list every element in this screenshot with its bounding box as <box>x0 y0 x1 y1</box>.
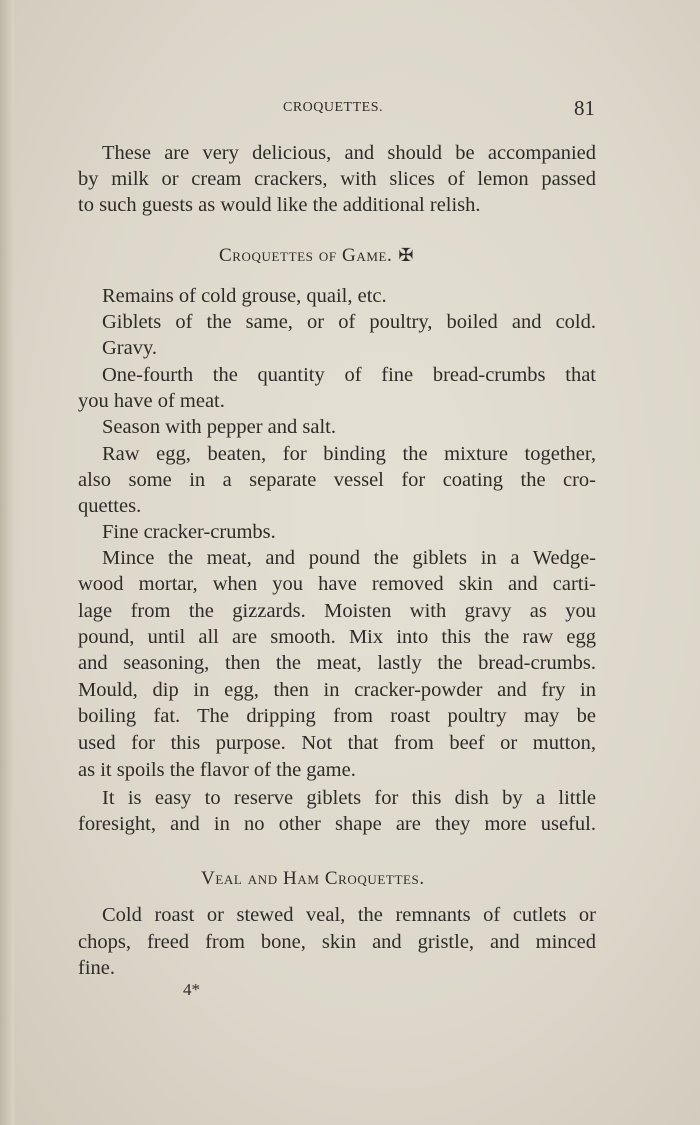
text-line: Raw egg, beaten, for binding the mixture together, <box>102 443 596 465</box>
text-line: to such guests as would like the additional relish. <box>78 194 481 216</box>
text-line: Season with pepper and salt. <box>102 416 336 438</box>
text-line: and seasoning, then the meat, lastly the bread-crumbs. <box>78 652 596 674</box>
page-number: 81 <box>574 96 595 120</box>
text-line: pound, until all are smooth. Mix into this the raw egg <box>78 626 596 648</box>
text-line: Gravy. <box>102 337 158 359</box>
text-line: Remains of cold grouse, quail, etc. <box>102 285 387 307</box>
text-line: you have of meat. <box>78 390 225 412</box>
text-line: foresight, and in no other shape are they more useful. <box>78 813 596 835</box>
text-line: by milk or cream crackers, with slices of lemon passed <box>78 168 596 190</box>
text-line: These are very delicious, and should be accompanied <box>102 142 596 164</box>
text-line: lage from the gizzards. Moisten with gravy as you <box>78 600 596 622</box>
text-line: It is easy to reserve giblets for this dish by a little <box>102 787 596 809</box>
text-line: as it spoils the flavor of the game. <box>78 759 356 781</box>
section-title-game <box>219 245 414 267</box>
text-line: also some in a separate vessel for coating the cro- <box>78 469 596 491</box>
text-line: Giblets of the same, or of poultry, boiled and cold. <box>102 311 596 333</box>
section-title-veal: Veal and Ham Croquettes. <box>201 868 425 889</box>
text-line: One-fourth the quantity of fine bread-crumbs that <box>102 364 596 386</box>
page-edge-shadow <box>0 0 14 1125</box>
text-line: used for this purpose. Not that from beef or mutton, <box>78 732 596 754</box>
text-line: Mould, dip in egg, then in cracker-powder and fry in <box>78 679 596 701</box>
text-line: boiling fat. The dripping from roast poultry may be <box>78 705 596 727</box>
running-head: CROQUETTES. <box>283 100 383 115</box>
text-line: Mince the meat, and pound the giblets in a Wedge- <box>102 547 596 569</box>
text-line: quettes. <box>78 495 142 517</box>
signature-mark: 4* <box>183 980 200 999</box>
text-line: Fine cracker-crumbs. <box>102 521 276 543</box>
text-line: fine. <box>78 957 115 979</box>
cross-ornament-icon: ✠ <box>398 245 415 265</box>
text-line: Cold roast or stewed veal, the remnants of cutlets or <box>102 904 596 926</box>
section-title-text: Croquettes of Game. <box>219 245 393 266</box>
text-line: chops, freed from bone, skin and gristle, and minced <box>78 931 596 953</box>
text-line: wood mortar, when you have removed skin and carti- <box>78 573 596 595</box>
